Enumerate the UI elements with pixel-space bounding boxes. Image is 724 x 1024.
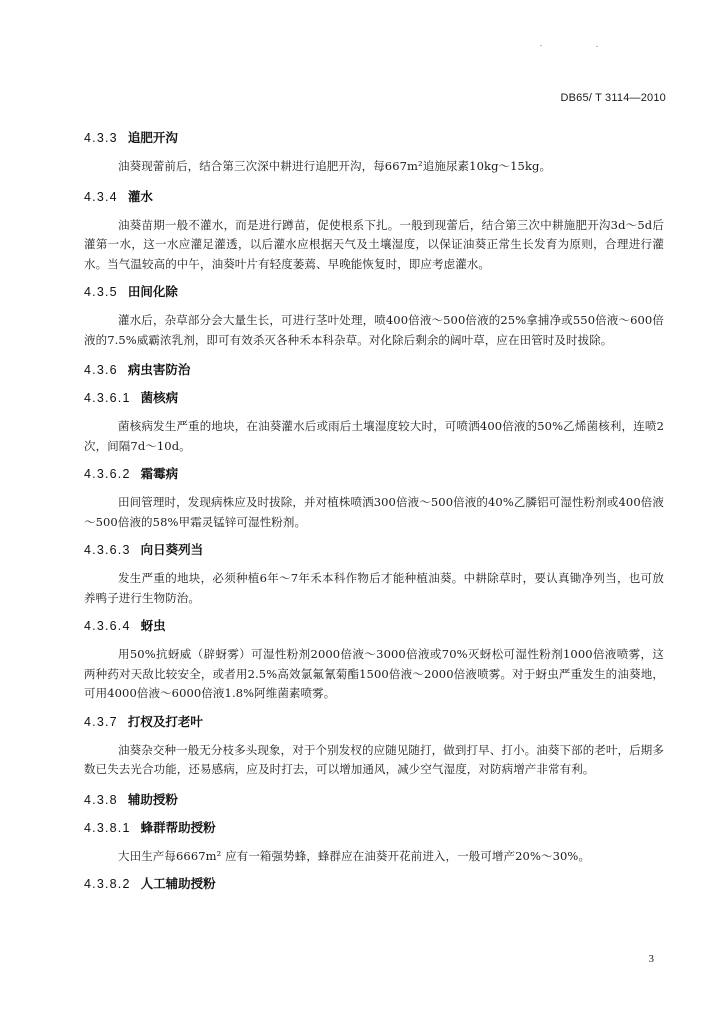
section-number: 4.3.4 — [84, 189, 118, 204]
section-number: 4.3.6.2 — [84, 467, 131, 481]
section-title: 辅助授粉 — [127, 791, 178, 807]
section-heading — [84, 818, 664, 838]
section-heading — [84, 790, 664, 810]
section-heading — [84, 187, 664, 207]
header-rule — [84, 112, 666, 113]
section-paragraph: 菌核病发生严重的地块，在油葵灌水后或雨后土壤湿度较大时，可喷洒400倍液的50%乙烯菌核利，连喷2次，间隔7d～10d。 — [84, 419, 664, 453]
section-paragraph: 油葵杂交种一般无分枝多头现象，对于个别发杈的应随见随打，做到打早、打小。油葵下部的老叶，后期多数已失去光合功能，还易感病，应及时打去，可以增加通风，减少空气湿度，对防病增产非常有利。 — [84, 742, 664, 776]
page-number: 3 — [648, 953, 654, 965]
section-paragraph: 大田生产每6667m² 应有一箱强势蜂，蜂群应在油葵开花前进入，一般可增产20%～30%。 — [118, 848, 591, 863]
section-title: 霜霉病 — [140, 466, 179, 481]
section-heading — [84, 360, 664, 380]
section-heading — [84, 388, 664, 408]
section-paragraph: 油葵苗期一般不灌水，而是进行蹲苗，促使根系下扎。一般到现蕾后，结合第三次中耕施肥开沟3d～5d后灌第一水，这一水应灌足灌透，以后灌水应根据天气及土壤湿度，以保证油葵正常生长发育为原则，合理进行灌水。当气温较高的中午，油葵叶片有轻度萎蔫、早晚能恢复时，即应考虑灌水。 — [84, 217, 664, 271]
section-title: 打杈及打老叶 — [127, 713, 203, 729]
section-number: 4.3.8.2 — [84, 877, 131, 891]
section-number: 4.3.7 — [84, 714, 118, 729]
section-number: 4.3.6.4 — [84, 619, 131, 633]
section-paragraph: 田间管理时，发现病株应及时拔除，并对植株喷洒300倍液～500倍液的40%乙膦铝可湿性粉剂或400倍液～500倍液的58%甲霜灵锰锌可湿性粉剂。 — [84, 495, 664, 529]
section-title: 灌水 — [127, 188, 153, 204]
section-heading — [84, 540, 664, 560]
section-paragraph: 灌水后，杂草部分会大量生长，可进行茎叶处理，喷400倍液～500倍液的25%拿捕净或550倍液～600倍液的7.5%威霸浓乳剂，即可有效杀灭各种禾本科杂草。对化除后剩余的阔叶草，应在田管时及时拔除。 — [84, 313, 664, 347]
section-title: 蜂群帮助授粉 — [140, 819, 216, 835]
section-number: 4.3.8 — [84, 792, 118, 807]
section-paragraph: 油葵现蕾前后，结合第三次深中耕进行追肥开沟，每667m²追施尿素10kg～15kg。 — [118, 159, 552, 173]
section-number: 4.3.6 — [84, 363, 118, 377]
section-heading — [84, 616, 664, 636]
section-title: 菌核病 — [140, 390, 179, 405]
document-code: DB65/ T 3114—2010 — [560, 92, 666, 104]
section-number: 4.3.8.1 — [84, 820, 131, 835]
section-number: 4.3.5 — [84, 285, 118, 299]
section-title: 向日葵列当 — [140, 542, 204, 557]
section-paragraph: 发生严重的地块，必须种植6年～7年禾本科作物后才能种植油葵。中耕除草时，要认真锄净列当，也可放养鸭子进行生物防治。 — [84, 571, 664, 605]
section-number: 4.3.6.1 — [84, 391, 131, 405]
section-heading — [84, 128, 664, 148]
section-heading — [84, 874, 664, 894]
section-paragraph: 用50%抗蚜威（辟蚜雾）可湿性粉剂2000倍液～3000倍液或70%灭蚜松可湿性粉剂1000倍液喷雾，这两种药对天敌比较安全，或者用2.5%高效氯氟氰菊酯1500倍液～2000倍液喷雾。对于蚜虫严重发生的油葵地，可用4000倍液～6000倍液1.8%阿维菌素喷雾。 — [84, 647, 664, 700]
scan-speck — [540, 45, 542, 46]
scan-speck — [596, 46, 598, 47]
section-title: 病虫害防治 — [127, 362, 191, 377]
section-number: 4.3.6.3 — [84, 543, 131, 557]
section-title: 人工辅助授粉 — [140, 876, 216, 891]
section-number: 4.3.3 — [84, 131, 118, 145]
section-title: 蚜虫 — [140, 618, 166, 633]
section-heading — [84, 712, 664, 732]
section-title: 追肥开沟 — [127, 130, 178, 145]
section-heading — [84, 282, 664, 302]
section-title: 田间化除 — [127, 284, 178, 299]
document-body — [84, 120, 664, 894]
section-heading — [84, 464, 664, 484]
